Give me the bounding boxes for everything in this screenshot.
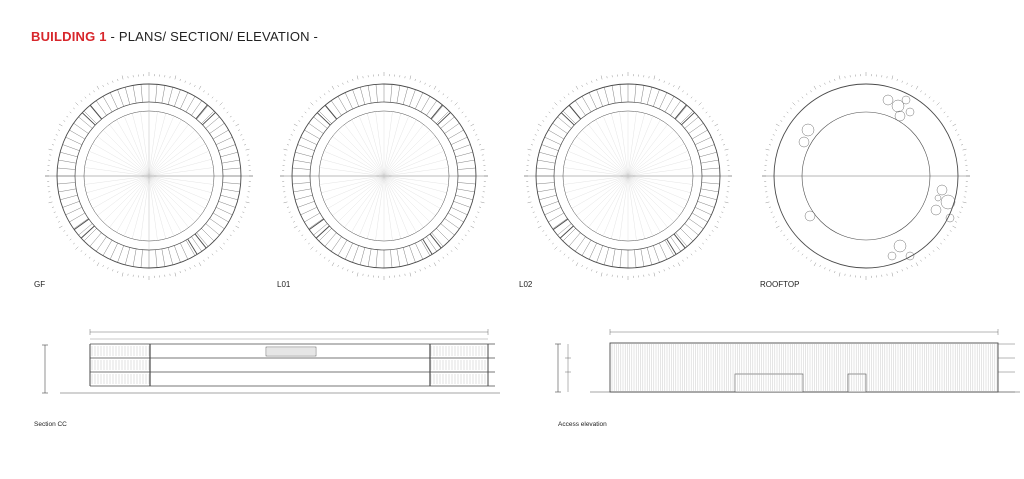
section-cc-drawing	[30, 325, 500, 405]
plan-rooftop	[760, 70, 972, 282]
plan-rooftop-drawing	[760, 70, 972, 282]
plan-label-l02: L02	[519, 280, 533, 289]
access-elevation-drawing	[550, 325, 1020, 405]
plan-gf-drawing	[43, 70, 255, 282]
plan-label-l01: L01	[277, 280, 291, 289]
title-rest: - PLANS/ SECTION/ ELEVATION -	[106, 29, 319, 44]
plan-l01	[278, 70, 490, 282]
page-title	[31, 29, 318, 44]
access-elevation-caption: Access elevation	[558, 421, 607, 428]
title-accent: BUILDING 1	[31, 29, 107, 44]
plan-l01-drawing	[278, 70, 490, 282]
plan-gf	[43, 70, 255, 282]
plan-label-gf: GF	[34, 280, 46, 289]
plan-l02	[522, 70, 734, 282]
plan-l02-drawing	[522, 70, 734, 282]
section-cc-caption: Section CC	[34, 421, 67, 428]
plan-label-rooftop: ROOFTOP	[760, 280, 800, 289]
